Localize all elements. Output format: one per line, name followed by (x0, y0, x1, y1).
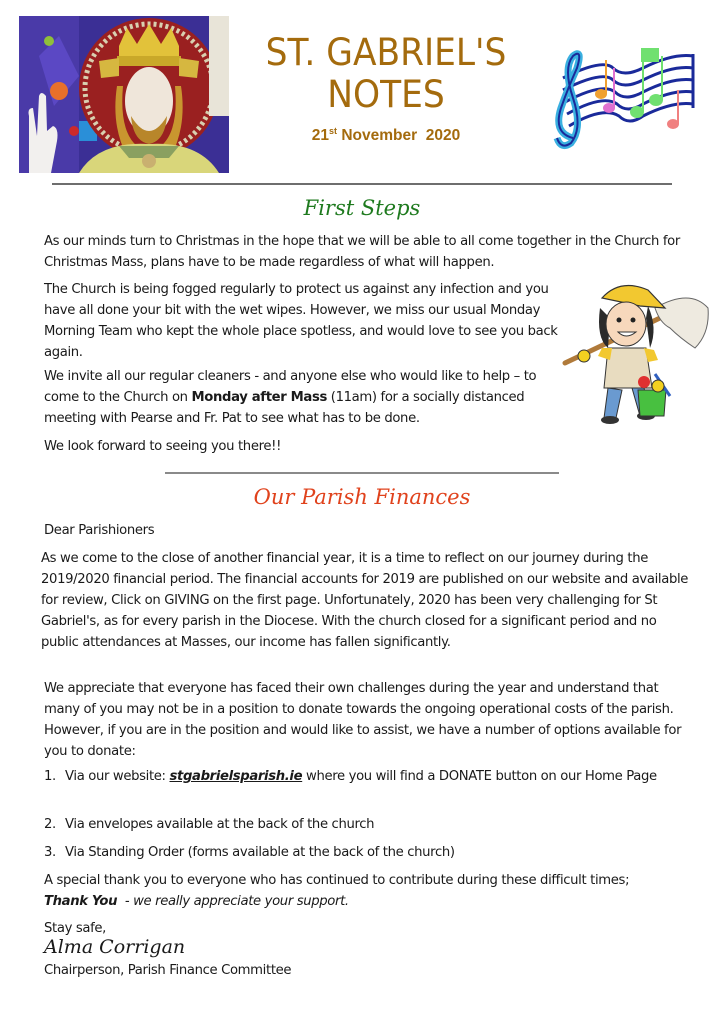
newsletter-title-block (232, 32, 540, 145)
cleaner-illustration (560, 278, 710, 428)
first-steps-paragraph-3: We invite all our regular cleaners - and anyone else who would like to help – to come to the Church on Monday after Mass (11am) for a socially distanced meeting with Pearse and Fr. Pat to see what has to be done. (44, 369, 537, 426)
newsletter-date: 21st November 2020 (311, 126, 461, 144)
section-divider (165, 472, 559, 474)
parish-website-link[interactable]: stgabrielsparish.ie (169, 769, 303, 784)
cleaner-girl-icon (560, 278, 710, 428)
stained-glass-christ-icon (19, 16, 229, 173)
newsletter-title-line1: ST. GABRIEL'S (265, 31, 507, 74)
first-steps-heading: First Steps (303, 196, 421, 220)
salutation: Dear Parishioners (44, 523, 155, 538)
parish-finances-heading: Our Parish Finances (253, 485, 471, 509)
header-divider (52, 183, 672, 185)
closing-line: Stay safe, (44, 921, 107, 936)
donate-option-1: 1. Via our website: stgabrielsparish.ie where you will find a DONATE button on our Home Page (44, 769, 657, 784)
first-steps-paragraph-4: We look forward to seeing you there!! (44, 439, 281, 454)
stained-glass-image (19, 16, 229, 173)
finances-paragraph-1: As we come to the close of another financial year, it is a time to reflect on our journey during the 2019/2020 financial period. The financial accounts for 2019 are published on our website and available for review, Click on GIVING on the first page. Unfortunately, 2020 has been very challenging for St Gabriel's, as for every parish in the Diocese. With the church closed for a significant period and no public attendances at Masses, our income has fallen significantly. (41, 551, 689, 650)
donate-option-3: 3. Via Standing Order (forms available at the back of the church) (44, 845, 455, 860)
first-steps-paragraph-1: As our minds turn to Christmas in the hope that we will be able to all come together in the Church for Christmas Mass, plans have to be made regardless of what will happen. (44, 234, 680, 270)
music-notes-image (543, 38, 698, 156)
donate-option-2: 2. Via envelopes available at the back of the church (44, 817, 375, 832)
signer-title: Chairperson, Parish Finance Committee (44, 963, 292, 978)
thank-you-paragraph: A special thank you to everyone who has continued to contribute during these difficult times; Thank You - we really appreciate your support. (44, 873, 630, 909)
signature: Alma Corrigan (44, 936, 186, 958)
first-steps-paragraph-2: The Church is being fogged regularly to protect us against any infection and you have all done your bit with the wet wipes. However, we miss our usual Monday Morning Team who kept the whole place spotless, and would love to see you back again. (44, 282, 558, 360)
finances-paragraph-2: We appreciate that everyone has faced their own challenges during the year and understand that many of you may not be in a position to donate towards the ongoing operational costs of the parish. However, if you are in the position and would like to assist, we have a number of options available for you to donate: (44, 681, 682, 759)
music-notes-icon (543, 38, 698, 156)
newsletter-title-line2: NOTES (327, 73, 445, 116)
